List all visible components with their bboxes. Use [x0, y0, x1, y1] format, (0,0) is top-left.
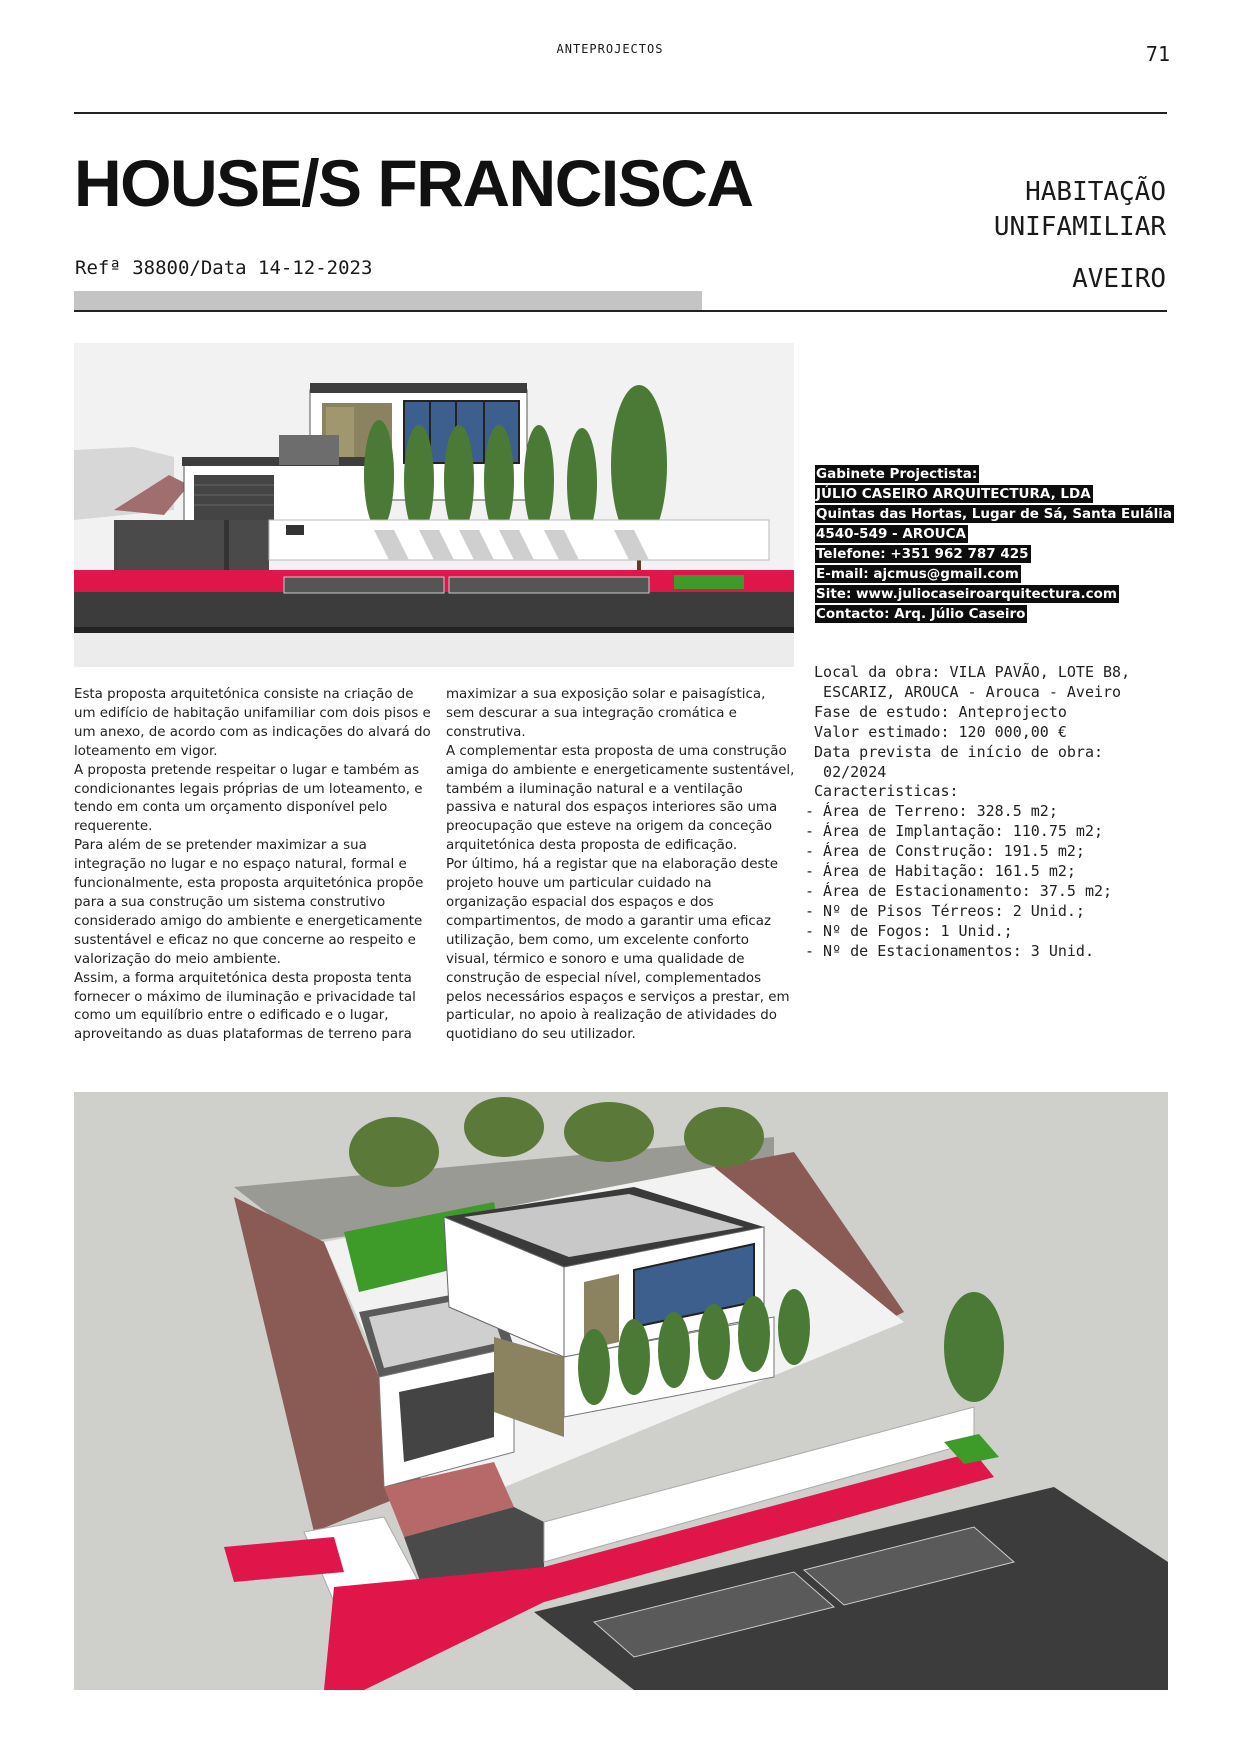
front-render-image [74, 335, 794, 667]
contact-email: E-mail: ajcmus@gmail.com [816, 566, 1019, 582]
page-number: 71 [1145, 42, 1170, 66]
building-type-line2: UNIFAMILIAR [993, 212, 1166, 242]
description-paragraph: Assim, a forma arquitetónica desta proposta tenta fornecer o máximo de iluminação e privacidade tal como um equilíbrio entre o edificado e o lugar, aproveitando as duas plataformas de terreno para [74, 970, 416, 1043]
description-column-1 [74, 686, 434, 1045]
project-title: HOUSE/S FRANCISCA [74, 146, 753, 220]
description-paragraph: A complementar esta proposta de uma construção amiga do ambiente e energeticamente sustentável, também a iluminação natural e a ventilação passiva e natural dos espaços interiores são uma preocupação que esteve na origem da conceção arquitetónica desta proposta de edificação. [446, 743, 795, 854]
contact-phone: Telefone: +351 962 787 425 [816, 546, 1029, 562]
reference-date: Refª 38800/Data 14-12-2023 [75, 257, 373, 279]
district: AVEIRO [1072, 264, 1166, 294]
contact-line: 4540-549 - AROUCA [816, 526, 966, 542]
contact-line: JÚLIO CASEIRO ARQUITECTURA, LDA [816, 486, 1091, 502]
contact-block [815, 463, 1174, 623]
description-paragraph: Esta proposta arquitetónica consiste na criação de um edifício de habitação unifamiliar com dois pisos e um anexo, de acordo com as indicações do alvará do loteamento em vigor. [74, 687, 431, 759]
description-paragraph: maximizar a sua exposição solar e paisagística, sem descurar a sua integração cromática e construtiva. [446, 687, 766, 740]
gray-accent-bar [74, 291, 702, 311]
description-column-2 [446, 686, 796, 1045]
contact-line: Gabinete Projectista: [816, 466, 978, 482]
contact-person: Contacto: Arq. Júlio Caseiro [816, 606, 1026, 622]
project-specs: Local da obra: VILA PAVÃO, LOTE B8, ESCARIZ, AROUCA - Arouca - Aveiro Fase de estudo: Anteprojecto Valor estimado: 120 000,00 € Data prevista de início de obra: 02/2024 Caracteristicas: - Área de Terreno: 328.5 m2; - Área de Implantação: 110.75 m2; - Área de Construção: 191.5 m2; - Área de Habitação: 161.5 m2; - Área de Estacionamento: 37.5 m2; - Nº de Pisos Térreos: 2 Unid.; - Nº de Fogos: 1 Unid.; - Nº de Estacionamentos: 3 Unid. [805, 663, 1131, 960]
running-head: ANTEPROJECTOS [556, 42, 664, 56]
title-rule [74, 310, 1167, 312]
contact-site: Site: www.juliocaseiroarquitectura.com [816, 586, 1117, 602]
top-rule [74, 112, 1167, 114]
building-type-line1: HABITAÇÃO [1025, 177, 1166, 207]
contact-line: Quintas das Hortas, Lugar de Sá, Santa Eulália [816, 506, 1172, 522]
axonometric-render-image [74, 1092, 1168, 1690]
description-paragraph: Por último, há a registar que na elaboração deste projeto houve um particular cuidado na organização espacial dos espaços e dos compartimentos, de modo a garantir uma eficaz utilização, bem como, um excelente conforto visual, térmico e sonoro e uma qualidade de construção de especial nível, complementados pelos necessários espaços e serviços a prestar, em particular, no apoio à realização de atividades do quotidiano do seu utilizador. [446, 857, 790, 1043]
description-paragraph: Para além de se pretender maximizar a sua integração no lugar e no espaço natural, formal e funcionalmente, esta proposta arquitetónica propõe para a sua construção um sistema construtivo considerado amigo do ambiente e energeticamente sustentável e eficaz no que concerne ao respeito e valorização do meio ambiente. [74, 838, 424, 967]
description-paragraph: A proposta pretende respeitar o lugar e também as condicionantes legais próprias de um loteamento, e tendo em conta um orçamento disponível pelo requerente. [74, 762, 423, 835]
building-type [994, 175, 1166, 245]
